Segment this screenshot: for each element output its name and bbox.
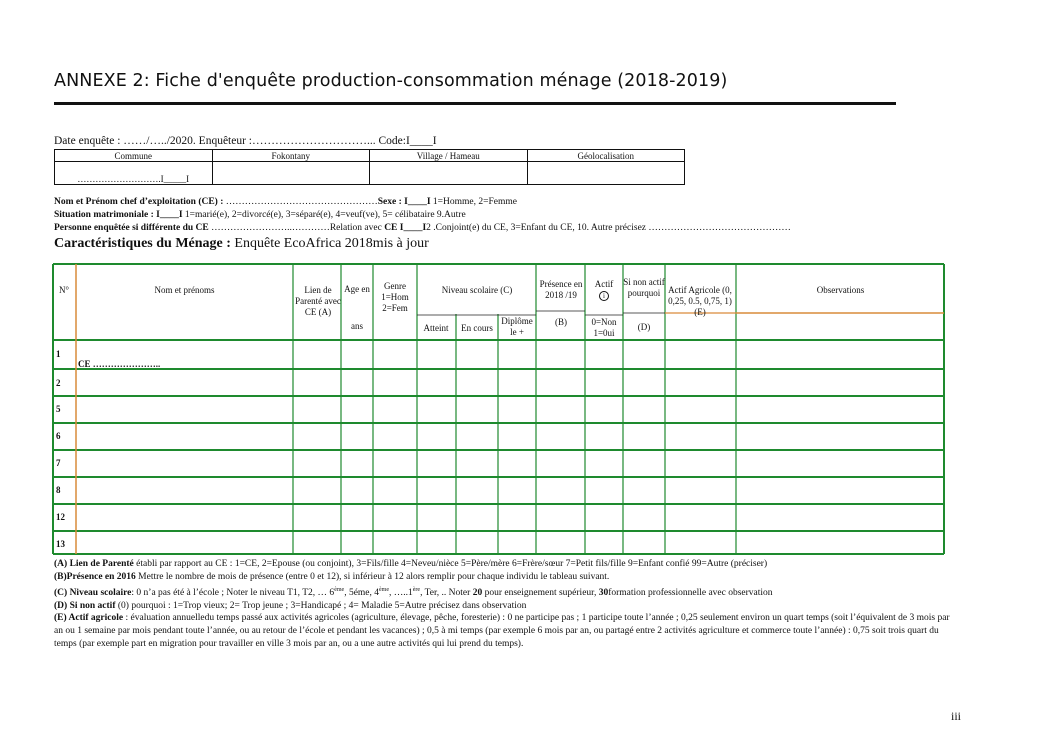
header-observations: Observations (816, 284, 865, 295)
header-non-actif-d: (D) (637, 321, 651, 332)
legend-c-sup: ère (412, 586, 421, 593)
header-non-actif: Si non actif pourquoi (623, 277, 665, 298)
legend-d-text: (0) pourquoi : 1=Trop vieux; 2= Trop jeune ; 3=Handicapé ; 4= Maladie 5=Autre précisez dans observation (115, 600, 527, 611)
sexe-options: 1=Homme, 2=Femme (430, 197, 517, 207)
legend-c-text: formation professionnelle avec observation (608, 587, 773, 598)
legend-c-bold: 30 (598, 587, 609, 598)
header-lien: Lien de Parenté avec CE (A) (295, 284, 341, 317)
personne-field[interactable]: ……………………..…………Relation avec (208, 223, 385, 233)
header-nom: Nom et prénoms (154, 285, 215, 295)
fokontany-header: Fokontany (212, 150, 370, 162)
header-actif-codes: 0=Non 1=0ui (591, 317, 617, 338)
legend-c-bold: 20 (472, 587, 483, 598)
legend-c-label: (C) Niveau scolaire (54, 587, 132, 598)
header-actif-icon-wrap (585, 291, 623, 301)
household-table (52, 263, 945, 555)
header-presence: Présence en 2018 /19 (539, 279, 583, 300)
situation-options: 1=marié(e), 2=divorcé(e), 3=séparé(e), 4=veuf(ve), 5= célibataire 9.Autre (182, 210, 466, 220)
legend-c-text: , 5éme, 4 (344, 587, 380, 598)
row-number: 8 (56, 485, 61, 495)
row-number: 5 (56, 404, 61, 414)
legend-b-label: (B)Présence en 2016 (54, 571, 136, 582)
header-diplome: Diplôme le + (501, 316, 533, 337)
situation-label[interactable]: Situation matrimoniale : I____I (54, 210, 183, 220)
caracteristiques-label: Caractéristiques du Ménage : (54, 236, 231, 251)
geolocalisation-field[interactable] (527, 162, 685, 185)
legend-b-text: Mettre le nombre de mois de présence (entre 0 et 12), si inférieur à 12 alors remplir pour chaque individu le tableau suivant. (135, 571, 610, 582)
header-actif-agricole: Actif Agricole (0, 0,25, 0.5, 0,75, 1) (E) (668, 284, 732, 317)
header-age-unit: ans (351, 320, 363, 331)
header-num: N° (58, 285, 70, 295)
situation-line (54, 210, 466, 220)
legend-d-label: (D) Si non actif (54, 600, 116, 611)
legend-a (54, 558, 954, 571)
ce-name-field[interactable]: CE ………………….. (78, 359, 161, 369)
row-number: 13 (56, 539, 65, 549)
village-field[interactable] (370, 162, 528, 185)
relation-options: 2 .Conjoint(e) du CE, 3=Enfant du CE, 10. Autre précisez ……………………………………… (426, 223, 791, 233)
personne-line (54, 223, 791, 233)
location-table (54, 149, 685, 185)
header-atteint: Atteint (423, 322, 449, 333)
chef-line (54, 197, 517, 207)
info-circle-icon: i (599, 291, 609, 301)
row-number: 1 (56, 349, 61, 359)
legend-c-text: pour enseignement supérieur, (482, 587, 599, 598)
legend-c-text: , …..1 (389, 587, 413, 598)
title-underline (54, 102, 896, 105)
geolocalisation-header: Géolocalisation (527, 150, 685, 162)
chef-label: Nom et Prénom chef d’exploitation (CE) : (54, 197, 224, 207)
legend-d (54, 600, 954, 613)
commune-header: Commune (55, 150, 213, 162)
legend-c (54, 584, 954, 600)
legend-b (54, 571, 954, 584)
legend-c-text: , Ter, .. Noter (420, 587, 473, 598)
legend (54, 558, 954, 651)
row-number: 12 (56, 512, 65, 522)
fokontany-field[interactable] (212, 162, 370, 185)
legend-e (54, 612, 954, 650)
legend-a-text: établi par rapport au CE : 1=CE, 2=Epouse (ou conjoint), 3=Fils/fille 4=Neveu/nièce 5=Père/mère 6=Frère/sœur 7=Petit fils/fille 9=Enfant confié 99=Autre (préciser) (133, 559, 768, 569)
chef-field[interactable]: ………………………………………… (223, 197, 378, 207)
legend-c-sup: ème (334, 586, 345, 593)
page-title: ANNEXE 2: Fiche d'enquête production-consommation ménage (2018-2019) (54, 71, 728, 91)
legend-e-text: : évaluation annuelledu temps passé aux activités agricoles (agriculture, élevage, pêche, foresterie) : 0 ne participe pas ; 1 participe toute l’année ; 0,25 seulement environ un quart temps (soit l’équivalent de 3 mois par an ou 1 semaine par mois pendant toute l’année, ou au retour de l’école et pendant les vacances) ; 0,5 à mi temps (par exemple 6 mois par an, ou partagé entre 2 activités agriculture et commerce toute l’année) : 0,75 soit trois quart du temps (par exemple part en migration pour travailler en ville 3 mois par an, ou a une autre activités qui lui prend du temps). (54, 613, 950, 649)
page-number: iii (951, 709, 962, 723)
personne-label: Personne enquêtée si différente du CE (54, 223, 209, 233)
village-header: Village / Hameau (370, 150, 528, 162)
sexe-label[interactable]: Sexe : I____I (377, 197, 431, 207)
header-presence-b: (B) (555, 316, 567, 327)
header-niveau: Niveau scolaire (C) (441, 284, 513, 295)
caracteristiques-text: Enquête EcoAfrica 2018mis à jour (230, 236, 429, 251)
relation-label[interactable]: CE I____I (384, 223, 427, 233)
row-number: 7 (56, 458, 61, 468)
survey-date-line: Date enquête : ……/…../2020. Enquêteur :…………………………... Code:I____I (54, 135, 437, 147)
legend-a-label: (A) Lien de Parenté (54, 559, 134, 569)
row-number: 2 (56, 378, 61, 388)
header-en-cours: En cours (461, 322, 493, 333)
row-number: 6 (56, 431, 61, 441)
commune-field[interactable]: ……………………….I_____I (55, 162, 213, 185)
legend-e-label: (E) Actif agricole (54, 613, 124, 624)
caracteristiques-heading (54, 236, 429, 252)
legend-c-sup: ème (379, 586, 390, 593)
header-genre: Genre 1=Hom 2=Fem (381, 280, 409, 313)
legend-c-text: : 0 n’a pas été à l’école ; Noter le niveau T1, T2, … 6 (131, 587, 335, 598)
header-age: Age en (344, 283, 370, 294)
header-actif: Actif (594, 278, 614, 289)
